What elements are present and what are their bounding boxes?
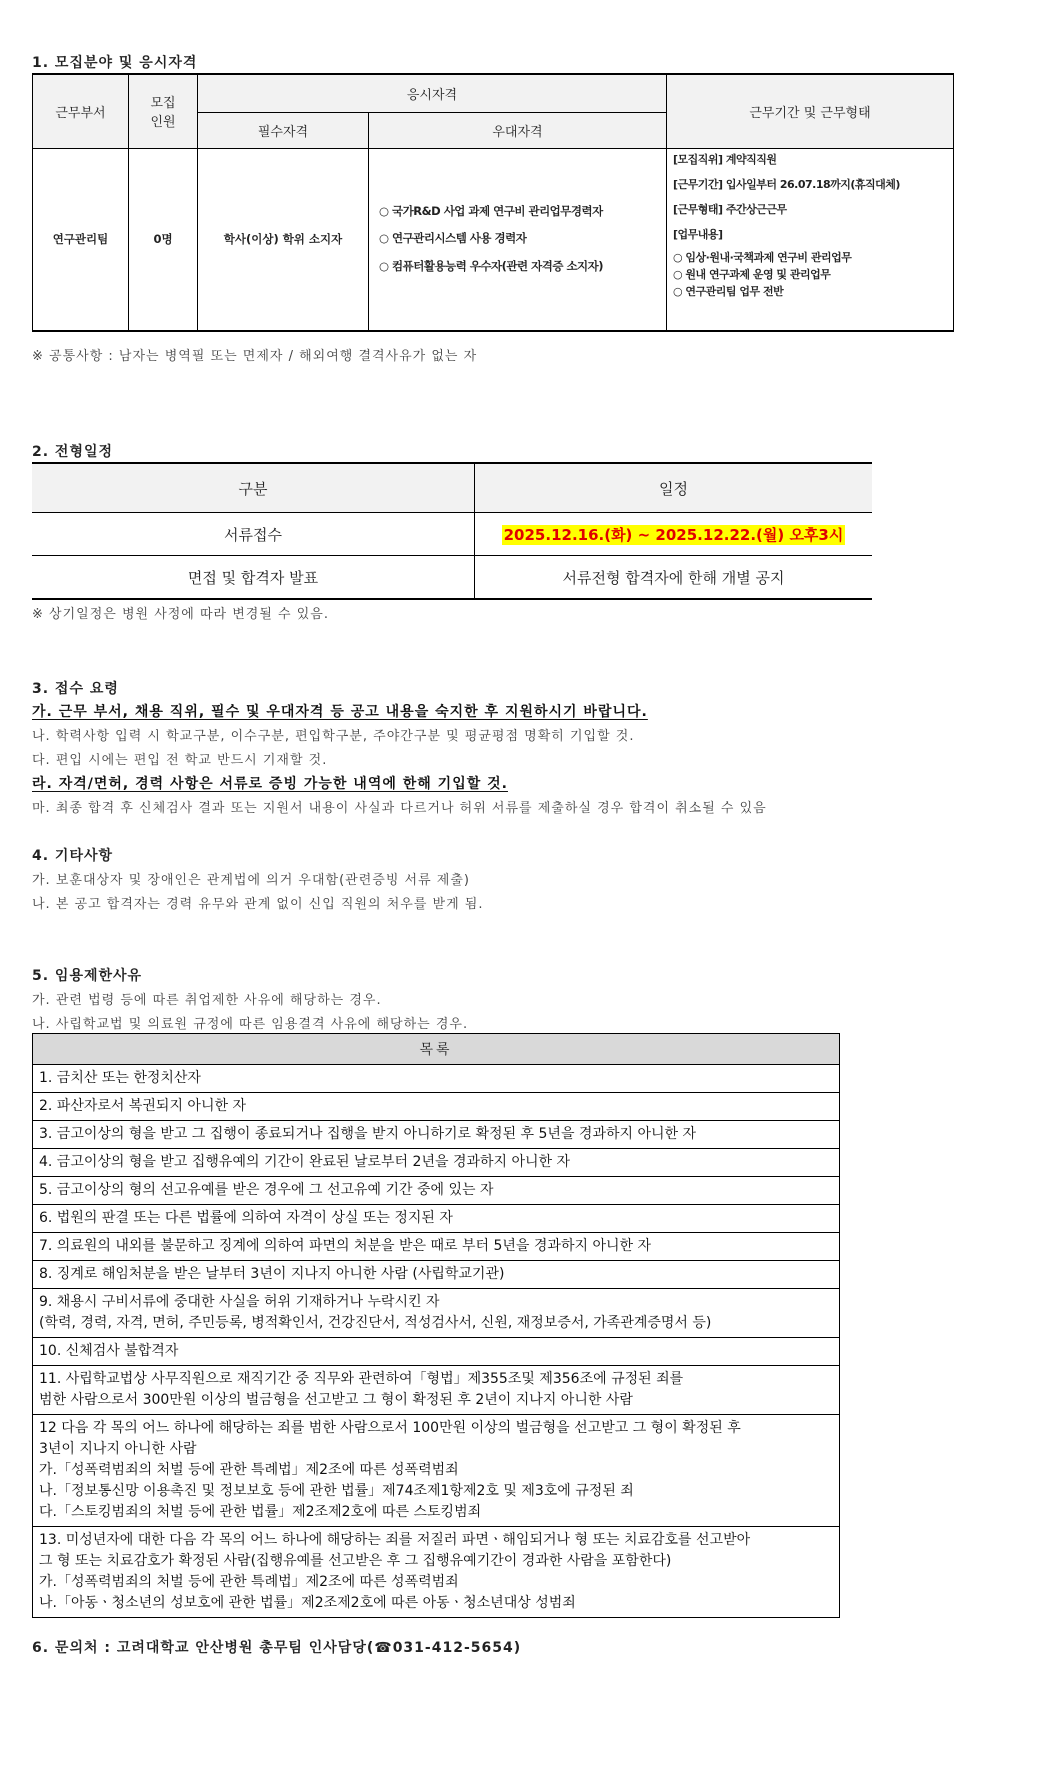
duty-line: ○ 원내 연구과제 운영 및 관리업무	[673, 267, 831, 281]
list-item: 6. 법원의 판결 또는 다른 법률에 의하여 자격이 상실 또는 정지된 자	[33, 1205, 840, 1233]
list-item: 1. 금치산 또는 한정치산자	[33, 1065, 840, 1093]
cell-preferred	[369, 148, 667, 331]
restriction-line: 가. 관련 법령 등에 따른 취업제한 사유에 해당하는 경우.	[32, 993, 382, 1008]
guideline-line: 다. 편입 시에는 편입 전 학교 반드시 기재할 것.	[32, 753, 328, 768]
schedule-header-date: 일정	[475, 463, 873, 513]
cell-count: 0명	[129, 148, 198, 331]
list-item: 5. 금고이상의 형의 선고유예를 받은 경우에 그 선고유예 기간 중에 있는 자	[33, 1177, 840, 1205]
schedule-row-value: 서류전형 합격자에 한해 개별 공지	[475, 556, 873, 600]
header-preferred: 우대자격	[369, 112, 667, 148]
section-4-title: 4. 기타사항	[32, 848, 114, 864]
section-6-contact: 6. 문의처 : 고려대학교 안산병원 총무팀 인사담당(☎031-412-5654)	[32, 1640, 522, 1656]
header-dept: 근무부서	[33, 74, 129, 148]
schedule-row-value	[475, 513, 873, 556]
guideline-line: 라. 자격/면허, 경력 사항은 서류로 증빙 가능한 내역에 한해 기입할 것.	[32, 776, 508, 792]
restriction-line: 나. 사립학교법 및 의료원 규정에 따른 임용결격 사유에 해당하는 경우.	[32, 1017, 469, 1032]
duty-line: [모집직위] 계약직직원	[673, 152, 777, 166]
misc-line: 나. 본 공고 합격자는 경력 유무와 관계 없이 신입 직원의 처우를 받게 됨.	[32, 897, 484, 912]
misc-line: 가. 보훈대상자 및 장애인은 관계법에 의거 우대함(관련증빙 서류 제출)	[32, 873, 470, 888]
header-period: 근무기간 및 근무형태	[667, 74, 954, 148]
duty-line: ○ 임상·원내·국책과제 연구비 관리업무	[673, 250, 852, 264]
guideline-line: 나. 학력사항 입력 시 학교구분, 이수구분, 편입학구분, 주야간구분 및 평균평점 명확히 기입할 것.	[32, 729, 635, 744]
list-item: 11. 사립학교법상 사무직원으로 재직기간 중 직무와 관련하여「형법」제355조및 제356조에 규정된 죄를 범한 사람으로서 300만원 이상의 벌금형을 선고받고 그 형이 확정된 후 2년이 지나지 아니한 사람	[33, 1366, 840, 1415]
schedule-row-label: 면접 및 합격자 발표	[187, 568, 319, 587]
duty-line: [업무내용]	[673, 227, 723, 241]
restriction-list-table	[32, 1033, 840, 1618]
duty-line: ○ 연구관리팀 업무 전반	[673, 284, 784, 298]
section-3-title: 3. 접수 요령	[32, 681, 119, 697]
preferred-item: ○ 컴퓨터활용능력 우수자(관련 자격증 소지자)	[379, 259, 604, 274]
recruitment-table	[32, 73, 954, 332]
list-item: 4. 금고이상의 형을 받고 집행유예의 기간이 완료된 날로부터 2년을 경과하지 아니한 자	[33, 1149, 840, 1177]
cell-required: 학사(이상) 학위 소지자	[198, 148, 369, 331]
application-period-highlight: 2025.12.16.(화) ~ 2025.12.22.(월) 오후3시	[503, 525, 844, 544]
list-item: 3. 금고이상의 형을 받고 그 집행이 종료되거나 집행을 받지 아니하기로 확정된 후 5년을 경과하지 아니한 자	[33, 1121, 840, 1149]
preferred-item: ○ 국가R&D 사업 과제 연구비 관리업무경력자	[379, 203, 603, 218]
section-5-title: 5. 임용제한사유	[32, 968, 143, 984]
list-item: 8. 징계로 해임처분을 받은 날부터 3년이 지나지 아니한 사람 (사립학교기관)	[33, 1261, 840, 1289]
schedule-row-label: 서류접수	[32, 513, 475, 556]
list-item: 9. 채용시 구비서류에 중대한 사실을 허위 기재하거나 누락시킨 자 (학력, 경력, 자격, 면허, 주민등록, 병적확인서, 건강진단서, 적성검사서, 신원, 재정보증서, 가족관계증명서 등)	[33, 1289, 840, 1338]
section-2-title: 2. 전형일정	[32, 444, 114, 460]
cell-dept: 연구관리팀	[33, 148, 129, 331]
common-note: ※ 공통사항 : 남자는 병역필 또는 면제자 / 해외여행 결격사유가 없는 자	[32, 349, 478, 364]
schedule-header-category: 구분	[32, 463, 475, 513]
list-header: 목록	[33, 1034, 840, 1065]
list-item: 7. 의료원의 내외를 불문하고 징계에 의하여 파면의 처분을 받은 때로 부터 5년을 경과하지 아니한 자	[33, 1233, 840, 1261]
guideline-line: 가. 근무 부서, 채용 직위, 필수 및 우대자격 등 공고 내용을 숙지한 후 지원하시기 바랍니다.	[32, 704, 648, 720]
section-1-title: 1. 모집분야 및 응시자격	[32, 55, 198, 71]
duty-line: [근무기간] 입사일부터 26.07.18까지(휴직대체)	[673, 177, 900, 191]
list-item: 12 다음 각 목의 어느 하나에 해당하는 죄를 범한 사람으로서 100만원 이상의 벌금형을 선고받고 그 형이 확정된 후 3년이 지나지 아니한 사람 가.「성폭력범죄의 처벌 등에 관한 특례법」제2조에 따른 성폭력범죄 나.「정보통신망 이용촉진 및 정보보호 등에 관한 법률」제74조제1항제2호 및 제3호에 규정된 죄 다.「스토킹범죄의 처벌 등에 관한 법률」제2조제2호에 따른 스토킹범죄	[33, 1415, 840, 1527]
list-item: 10. 신체검사 불합격자	[33, 1338, 840, 1366]
preferred-item: ○ 연구관리시스템 사용 경력자	[379, 231, 527, 246]
header-required: 필수자격	[198, 112, 369, 148]
header-count: 모집 인원	[129, 74, 198, 148]
guideline-line: 마. 최종 합격 후 신체검사 결과 또는 지원서 내용이 사실과 다르거나 허위 서류를 제출하실 경우 합격이 취소될 수 있음	[32, 801, 767, 816]
list-item: 13. 미성년자에 대한 다음 각 목의 어느 하나에 해당하는 죄를 저질러 파면ㆍ해임되거나 형 또는 치료감호를 선고받아 그 형 또는 치료감호가 확정된 사람(집행유예를 선고받은 후 그 집행유예기간이 경과한 사람을 포함한다) 가.「성폭력범죄의 처벌 등에 관한 특례법」제2조에 따른 성폭력범죄 나.「아동ㆍ청소년의 성보호에 관한 법률」제2조제2호에 따른 아동ㆍ청소년대상 성범죄	[33, 1527, 840, 1618]
schedule-table	[32, 462, 872, 600]
header-qualification: 응시자격	[198, 74, 667, 112]
cell-duty	[667, 148, 954, 331]
schedule-note: ※ 상기일정은 병원 사정에 따라 변경될 수 있음.	[32, 607, 329, 622]
duty-line: [근무형태] 주간상근근무	[673, 202, 787, 216]
list-item: 2. 파산자로서 복권되지 아니한 자	[33, 1093, 840, 1121]
